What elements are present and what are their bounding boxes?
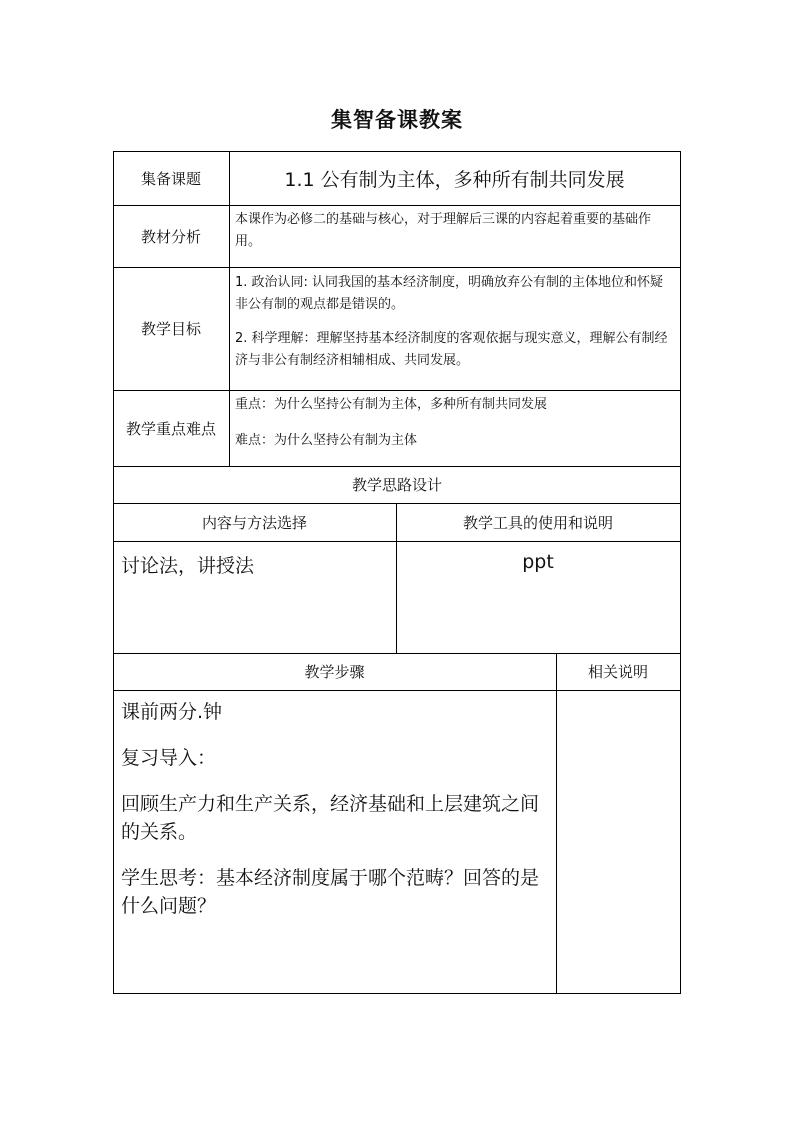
page-title: 集智备课教案: [331, 108, 463, 132]
notes-header: 相关说明: [587, 663, 648, 681]
keypoints-label: 教学重点难点: [125, 419, 216, 438]
keypoints-value: [229, 390, 680, 466]
topic-label: 集备课题: [140, 169, 201, 188]
difficulty-text: 难点：为什么坚持公有制为主体: [235, 433, 418, 448]
analysis-text: 本课作为必修二的基础与核心，对于理解后三课的内容起着重要的基础作用。: [235, 212, 652, 249]
step-paragraph: 学生思考：基本经济制度属于哪个范畴？回答的是什么问题？: [121, 867, 540, 917]
topic-value: 1.1 公有制为主体，多种所有制共同发展: [284, 168, 625, 191]
step-paragraph: 回顾生产力和生产关系，经济基础和上层建筑之间的关系。: [121, 793, 540, 843]
step-paragraph: 课前两分.钟: [121, 701, 223, 723]
method-column-header: 内容与方法选择: [201, 513, 307, 532]
tools-value: ppt: [522, 551, 554, 573]
step-paragraph: 复习导入：: [121, 747, 217, 769]
design-header: 教学思路设计: [351, 476, 442, 494]
notes-content: [556, 690, 680, 993]
analysis-label: 教材分析: [140, 227, 201, 246]
goals-value: [229, 267, 680, 390]
method-value: 讨论法，讲授法: [121, 555, 255, 577]
focus-text: 重点：为什么坚持公有制为主体，多种所有制共同发展: [235, 397, 548, 412]
steps-header: 教学步骤: [304, 663, 365, 681]
goal-item: 2. 科学理解：理解坚持基本经济制度的客观依据与现实意义，理解公有制经济与非公有制经济相辅相成、共同发展。: [235, 331, 668, 368]
table-border-right: [680, 151, 681, 994]
steps-content: [113, 690, 556, 993]
goals-label: 教学目标: [140, 320, 201, 338]
goal-item: 1. 政治认同: 认同我国的基本经济制度，明确放弃公有制的主体地位和怀疑非公有制的观点都是错误的。: [235, 275, 664, 312]
tools-column-header: 教学工具的使用和说明: [462, 513, 613, 532]
table-border-bottom: [113, 993, 681, 994]
analysis-value: [229, 205, 680, 267]
